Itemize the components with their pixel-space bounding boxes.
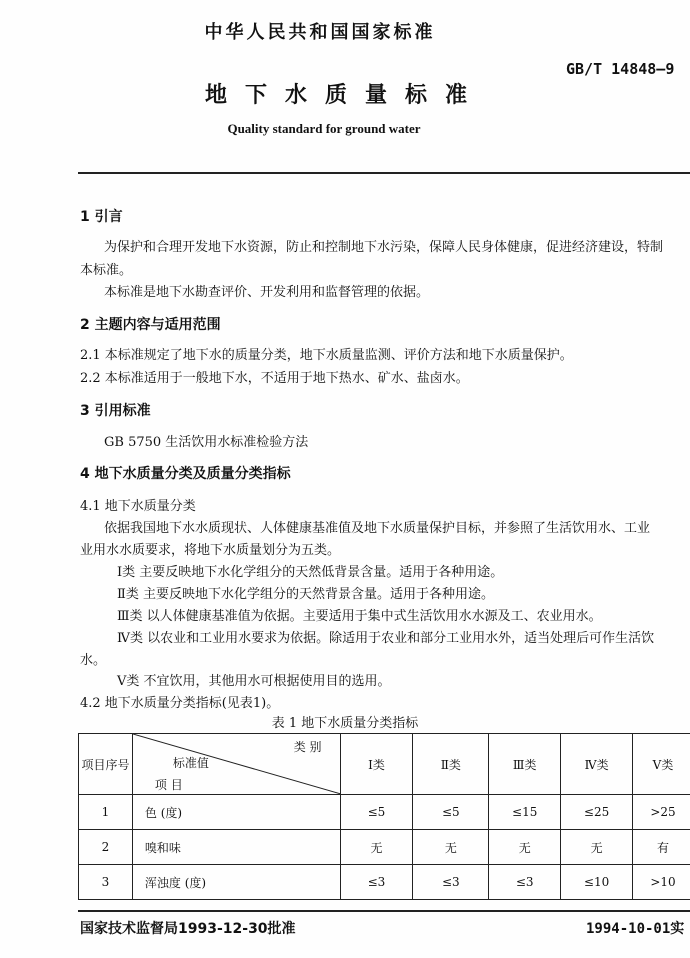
header-class-5: Ⅴ类 bbox=[633, 734, 690, 795]
cell-value: ≤5 bbox=[340, 795, 413, 830]
row-item-name: 浑浊度 (度) bbox=[132, 865, 340, 900]
clause-2-1: 2.1 本标准规定了地下水的质量分类，地下水质量监测、评价方法和地下水质量保护。 bbox=[80, 348, 573, 363]
cell-value: 有 bbox=[633, 830, 690, 865]
header-class-2: Ⅱ类 bbox=[413, 734, 489, 795]
section-2-heading: 2 主题内容与适用范围 bbox=[80, 317, 221, 333]
section-1-heading: 1 引言 bbox=[80, 209, 123, 225]
header-class-4: Ⅳ类 bbox=[561, 734, 633, 795]
row-number: 3 bbox=[79, 865, 133, 900]
bottom-rule bbox=[78, 910, 690, 912]
cell-value: ≤25 bbox=[561, 795, 633, 830]
approval-note: 国家技术监督局1993-12-30批准 bbox=[80, 921, 296, 937]
section-3-heading: 3 引用标准 bbox=[80, 403, 151, 419]
sec4-para1-line2: 业用水水质要求，将地下水质量划分为五类。 bbox=[80, 543, 341, 558]
cell-value: >25 bbox=[633, 795, 690, 830]
sec1-para1-line1: 为保护和合理开发地下水资源，防止和控制地下水污染，保障人民身体健康，促进经济建设，特制 bbox=[104, 240, 664, 255]
title-chinese: 地下水质量标准 bbox=[204, 83, 485, 108]
cell-value: >10 bbox=[633, 865, 690, 900]
header-item-label: 项 目 bbox=[154, 778, 183, 792]
cell-value: ≤3 bbox=[340, 865, 413, 900]
cell-value: ≤3 bbox=[489, 865, 561, 900]
row-number: 2 bbox=[79, 830, 133, 865]
cell-value: ≤3 bbox=[413, 865, 489, 900]
class-2-desc: Ⅱ类 主要反映地下水化学组分的天然背景含量。适用于各种用途。 bbox=[117, 587, 494, 602]
cell-value: 无 bbox=[413, 830, 489, 865]
title-english: Quality standard for ground water bbox=[227, 121, 421, 136]
sec1-para2: 本标准是地下水勘查评价、开发利用和监督管理的依据。 bbox=[104, 285, 430, 300]
standard-number: GB/T 14848—9 bbox=[566, 60, 675, 78]
issuer-heading: 中华人民共和国国家标准 bbox=[204, 22, 436, 43]
row-item-name: 色 (度) bbox=[132, 795, 340, 830]
class-1-desc: Ⅰ类 主要反映地下水化学组分的天然低背景含量。适用于各种用途。 bbox=[117, 565, 504, 580]
implementation-date: 1994-10-01实 bbox=[586, 921, 685, 937]
header-class-1: Ⅰ类 bbox=[340, 734, 413, 795]
class-4-desc-line1: Ⅳ类 以农业和工业用水要求为依据。除适用于农业和部分工业用水外，适当处理后可作生活饮 bbox=[117, 631, 655, 646]
referenced-standard: GB 5750 生活饮用水标准检验方法 bbox=[104, 435, 309, 450]
clause-2-2: 2.2 本标准适用于一般地下水，不适用于地下热水、矿水、盐卤水。 bbox=[80, 371, 469, 386]
header-category-label: 类 别 bbox=[293, 740, 322, 754]
cell-value: ≤15 bbox=[489, 795, 561, 830]
cell-value: ≤5 bbox=[413, 795, 489, 830]
table-row bbox=[79, 865, 690, 900]
clause-4-2: 4.2 地下水质量分类指标(见表1)。 bbox=[80, 696, 280, 711]
class-3-desc: Ⅲ类 以人体健康基准值为依据。主要适用于集中式生活饮用水水源及工、农业用水。 bbox=[117, 609, 602, 624]
header-diagonal-cell bbox=[132, 734, 340, 795]
sec1-para1-line2: 本标准。 bbox=[80, 263, 133, 278]
cell-value: ≤10 bbox=[561, 865, 633, 900]
section-4-heading: 4 地下水质量分类及质量分类指标 bbox=[80, 466, 291, 482]
table-row bbox=[79, 795, 690, 830]
row-item-name: 嗅和味 bbox=[132, 830, 340, 865]
header-standard-value-label: 标准值 bbox=[172, 756, 209, 770]
clause-4-1: 4.1 地下水质量分类 bbox=[80, 499, 196, 514]
table-caption: 表 1 地下水质量分类指标 bbox=[271, 716, 419, 731]
quality-class-table bbox=[78, 733, 690, 900]
class-4-desc-line2: 水。 bbox=[80, 653, 107, 668]
header-class-3: Ⅲ类 bbox=[489, 734, 561, 795]
cell-value: 无 bbox=[489, 830, 561, 865]
row-number: 1 bbox=[79, 795, 133, 830]
table-header-row bbox=[79, 734, 690, 795]
header-item-no: 项目序号 bbox=[79, 734, 133, 795]
table-row bbox=[79, 830, 690, 865]
sec4-para1-line1: 依据我国地下水水质现状、人体健康基准值及地下水质量保护目标，并参照了生活饮用水、工业 bbox=[104, 521, 651, 536]
cell-value: 无 bbox=[561, 830, 633, 865]
class-5-desc: Ⅴ类 不宜饮用，其他用水可根据使用目的选用。 bbox=[117, 674, 391, 689]
cell-value: 无 bbox=[340, 830, 413, 865]
top-rule bbox=[78, 172, 690, 174]
